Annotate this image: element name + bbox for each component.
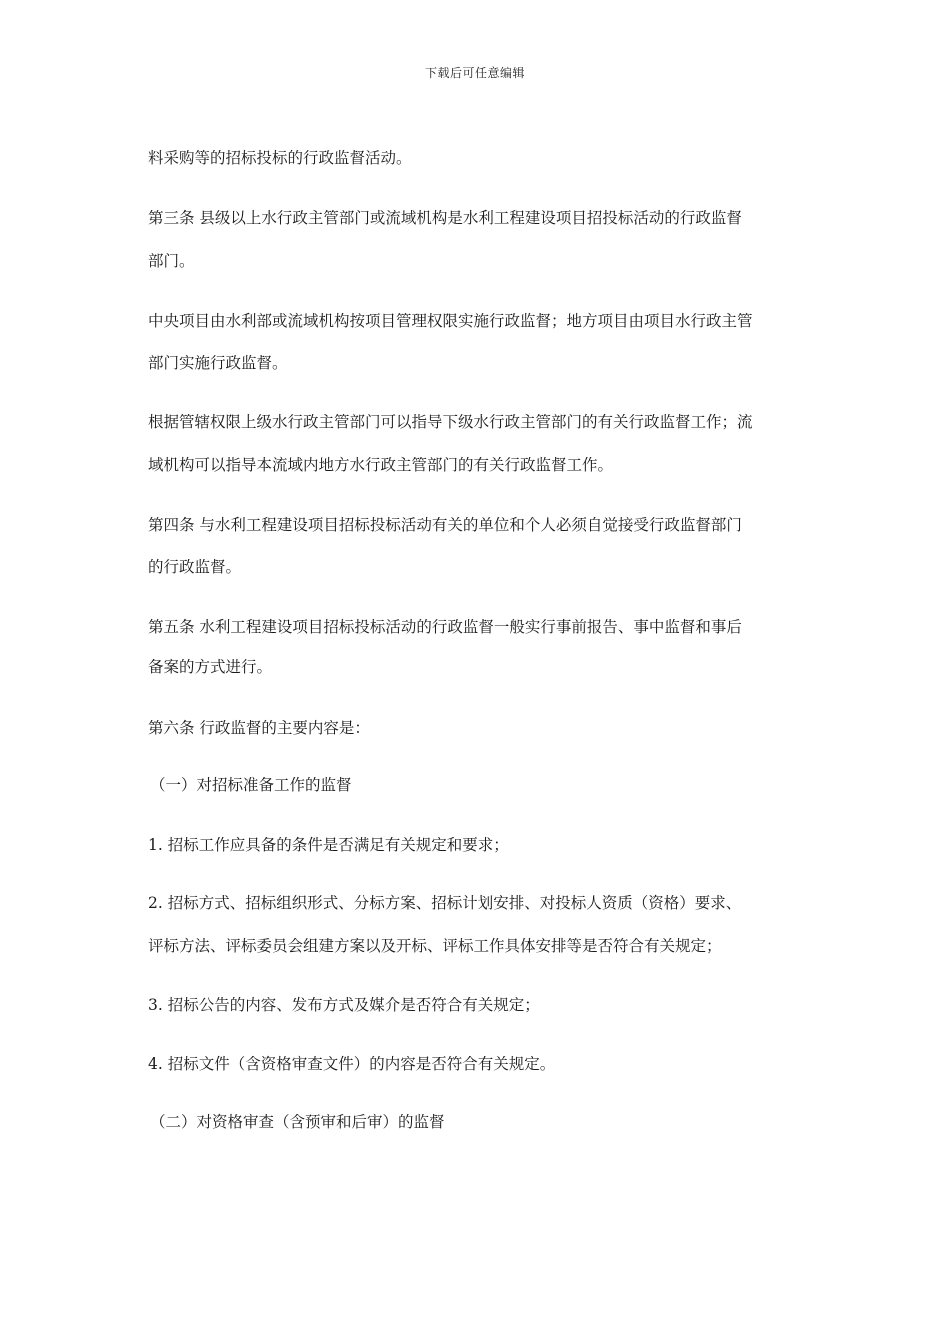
paragraph-line: 的行政监督。 xyxy=(148,558,242,576)
paragraph-line: 域机构可以指导本流域内地方水行政主管部门的有关行政监督工作。 xyxy=(148,456,614,474)
list-item: 2. 招标方式、招标组织形式、分标方案、招标计划安排、对投标人资质（资格）要求、 xyxy=(148,894,742,912)
article-6-line: 第六条 行政监督的主要内容是： xyxy=(148,719,370,737)
page-header: 下载后可任意编辑 xyxy=(424,66,525,80)
paragraph-line: 部门实施行政监督。 xyxy=(148,354,288,372)
paragraph-line: 料采购等的招标投标的行政监督活动。 xyxy=(148,149,412,167)
section-heading: （二）对资格审查（含预审和后审）的监督 xyxy=(150,1113,445,1131)
list-item: 3. 招标公告的内容、发布方式及媒介是否符合有关规定； xyxy=(148,996,540,1014)
article-5-line: 第五条 水利工程建设项目招标投标活动的行政监督一般实行事前报告、事中监督和事后 xyxy=(148,618,742,636)
paragraph-line: 备案的方式进行。 xyxy=(148,658,273,676)
list-item: 4. 招标文件（含资格审查文件）的内容是否符合有关规定。 xyxy=(148,1055,556,1073)
article-4-line: 第四条 与水利工程建设项目招标投标活动有关的单位和个人必须自觉接受行政监督部门 xyxy=(148,516,742,534)
paragraph-line: 根据管辖权限上级水行政主管部门可以指导下级水行政主管部门的有关行政监督工作；流 xyxy=(148,413,753,431)
list-item-continuation: 评标方法、评标委员会组建方案以及开标、评标工作具体安排等是否符合有关规定； xyxy=(148,937,722,955)
article-3-line: 第三条 县级以上水行政主管部门或流域机构是水利工程建设项目招投标活动的行政监督 xyxy=(148,209,742,227)
list-item: 1. 招标工作应具备的条件是否满足有关规定和要求； xyxy=(148,836,509,854)
section-heading: （一）对招标准备工作的监督 xyxy=(150,776,352,794)
paragraph-line: 部门。 xyxy=(148,252,195,270)
paragraph-line: 中央项目由水利部或流域机构按项目管理权限实施行政监督；地方项目由项目水行政主管 xyxy=(148,312,753,330)
